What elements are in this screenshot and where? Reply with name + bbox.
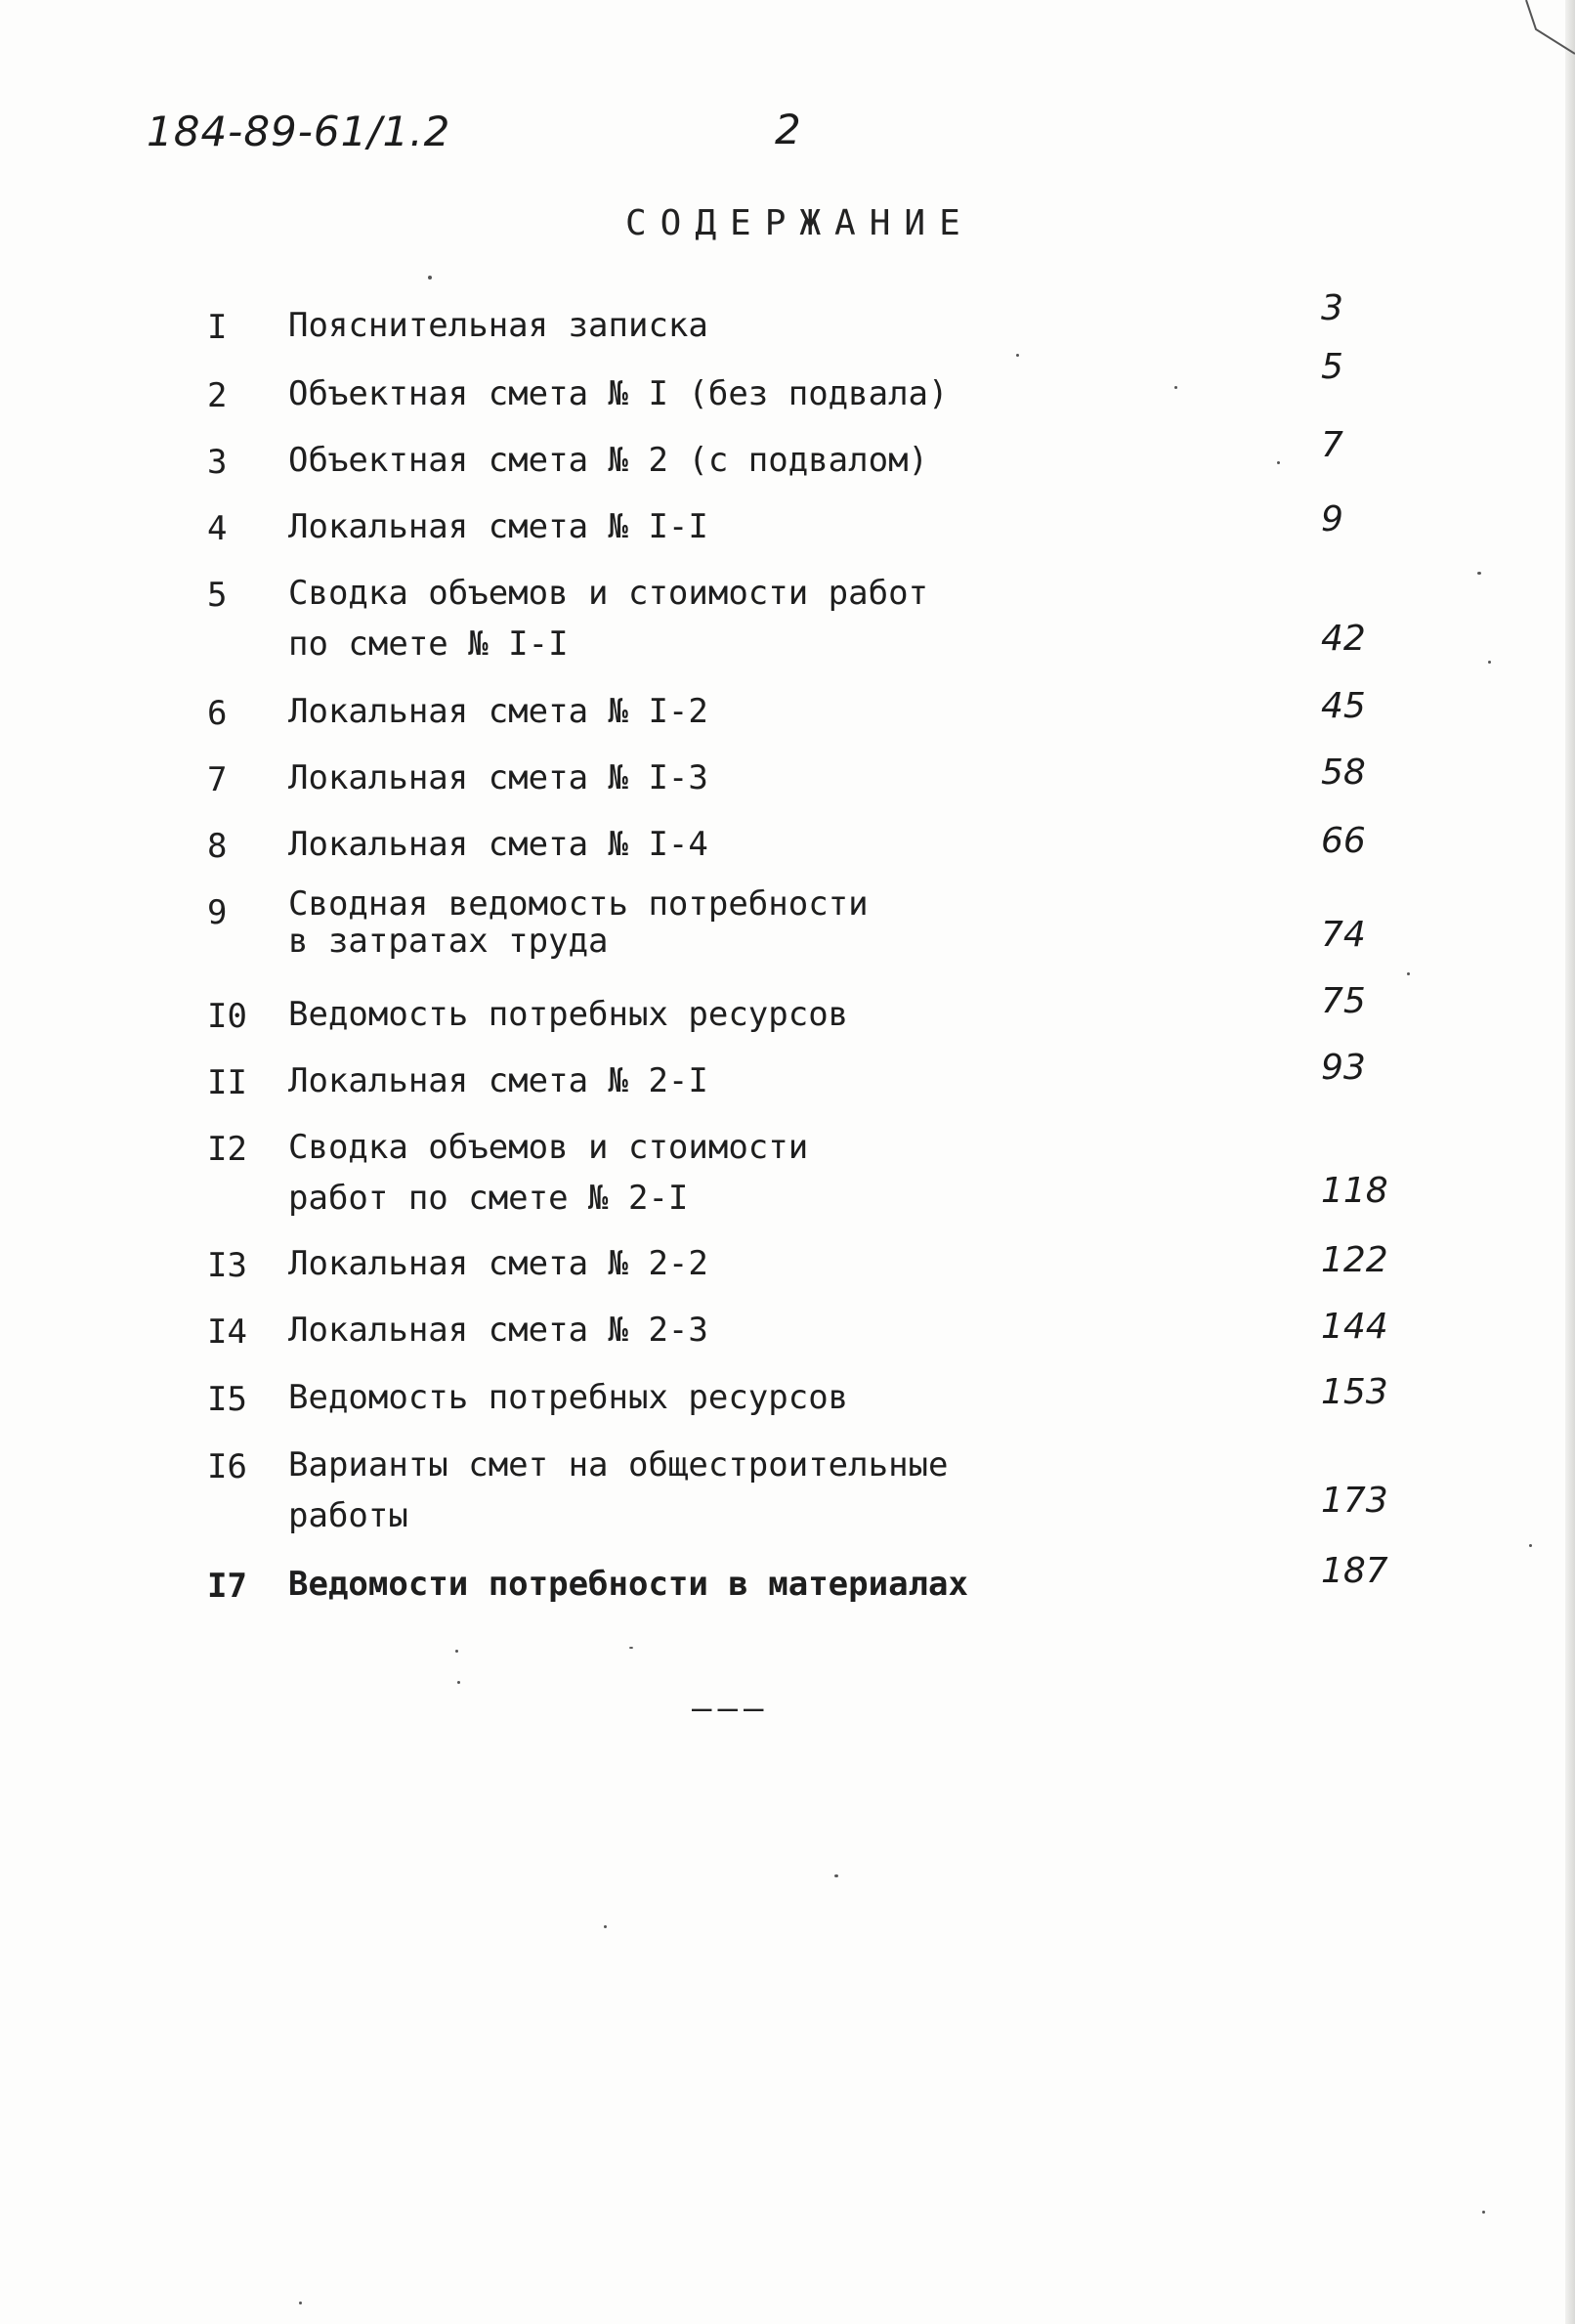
toc-page: 45	[1321, 686, 1366, 726]
toc-page: 118	[1321, 1171, 1388, 1211]
scan-speck	[629, 1647, 633, 1649]
toc-title	[288, 1122, 808, 1224]
toc-title-line: Пояснительная записка	[288, 306, 708, 345]
end-mark: ———	[692, 1689, 770, 1728]
toc-title	[288, 435, 928, 486]
toc-page: 153	[1321, 1372, 1388, 1412]
document-number: 184-89-61/1.2	[147, 108, 451, 155]
scan-speck	[299, 2302, 302, 2304]
toc-index: 3	[207, 443, 228, 482]
toc-page: 75	[1321, 981, 1366, 1021]
toc-title	[288, 819, 708, 870]
toc-title	[288, 1372, 848, 1423]
toc-page: 173	[1321, 1481, 1388, 1521]
toc-title	[288, 501, 708, 552]
toc-page: 93	[1321, 1048, 1366, 1088]
toc-title-line: Локальная смета № I-4	[288, 825, 708, 864]
toc-title	[288, 989, 848, 1040]
page-number: 2	[775, 106, 801, 153]
toc-title-line: Локальная смета № I-2	[288, 692, 708, 731]
scan-speck	[1016, 354, 1019, 357]
toc-title	[288, 753, 708, 803]
toc-index: 4	[207, 509, 228, 548]
toc-title-line: работы	[288, 1496, 408, 1535]
toc-page: 42	[1321, 619, 1366, 659]
toc-page: 74	[1321, 915, 1366, 955]
toc-index: I7	[207, 1567, 247, 1606]
toc-page: 3	[1321, 288, 1343, 328]
toc-title-line: Варианты смет на общестроительные	[288, 1445, 949, 1485]
toc-index: 8	[207, 827, 228, 866]
page-corner-fold	[1507, 0, 1575, 59]
toc-index: 2	[207, 376, 228, 415]
toc-title-line: Ведомость потребных ресурсов	[288, 1378, 849, 1417]
page-title: СОДЕРЖАНИЕ	[625, 203, 974, 243]
scan-edge	[1565, 0, 1575, 2324]
toc-page: 9	[1321, 499, 1343, 539]
toc-title	[288, 568, 928, 669]
scan-speck	[1488, 661, 1491, 664]
scan-speck	[455, 1650, 458, 1653]
toc-title	[288, 686, 708, 737]
toc-page: 187	[1321, 1551, 1388, 1591]
toc-title-line: по смете № I-I	[288, 624, 569, 664]
toc-title-line: Сводная ведомость потребности	[288, 884, 869, 924]
toc-title-line: Объектная смета № I (без подвала)	[288, 374, 949, 413]
toc-title	[288, 1559, 968, 1610]
scan-speck	[1482, 2211, 1485, 2214]
toc-index: 6	[207, 694, 228, 733]
scan-speck	[604, 1925, 607, 1928]
toc-title-line: Объектная смета № 2 (с подвалом)	[288, 441, 929, 480]
toc-page: 122	[1321, 1240, 1388, 1280]
scan-speck	[1174, 386, 1177, 389]
toc-title	[288, 1055, 708, 1106]
scan-speck	[1529, 1544, 1532, 1547]
toc-title-line: Локальная смета № 2-I	[288, 1061, 708, 1100]
scan-speck	[1477, 572, 1481, 575]
scan-speck	[1277, 461, 1280, 464]
toc-title	[288, 885, 869, 960]
scan-speck	[834, 1874, 838, 1877]
toc-page: 7	[1321, 425, 1343, 465]
toc-index: I3	[207, 1246, 247, 1285]
toc-page: 58	[1321, 753, 1366, 793]
toc-title	[288, 1238, 708, 1289]
scan-speck	[1407, 972, 1410, 975]
toc-title-line: Локальная смета № I-3	[288, 758, 708, 797]
toc-index: I	[207, 308, 228, 347]
toc-index: 9	[207, 893, 228, 932]
toc-index: II	[207, 1063, 247, 1102]
toc-index: 7	[207, 760, 228, 799]
toc-title-line: в затратах труда	[288, 922, 609, 961]
toc-title-line: Локальная смета № I-I	[288, 507, 708, 546]
scan-speck	[428, 276, 432, 280]
toc-title	[288, 368, 949, 419]
toc-title-line: работ по смете № 2-I	[288, 1179, 689, 1218]
scan-speck	[457, 1681, 460, 1684]
toc-index: I5	[207, 1380, 247, 1419]
toc-index: I4	[207, 1313, 247, 1352]
toc-page: 66	[1321, 821, 1366, 861]
toc-title-line: Локальная смета № 2-3	[288, 1311, 708, 1350]
toc-title-line: Ведомость потребных ресурсов	[288, 995, 849, 1034]
toc-title-line: Ведомости потребности в материалах	[288, 1565, 968, 1604]
toc-index: I0	[207, 997, 247, 1036]
toc-page: 5	[1321, 347, 1343, 387]
toc-index: 5	[207, 576, 228, 615]
toc-index: I2	[207, 1130, 247, 1169]
toc-title	[288, 300, 708, 351]
toc-page: 144	[1321, 1307, 1388, 1347]
toc-title	[288, 1440, 949, 1541]
toc-title-line: Сводка объемов и стоимости работ	[288, 574, 929, 613]
toc-title-line: Локальная смета № 2-2	[288, 1244, 708, 1283]
toc-index: I6	[207, 1447, 247, 1486]
toc-title	[288, 1305, 708, 1356]
toc-title-line: Сводка объемов и стоимости	[288, 1128, 809, 1167]
